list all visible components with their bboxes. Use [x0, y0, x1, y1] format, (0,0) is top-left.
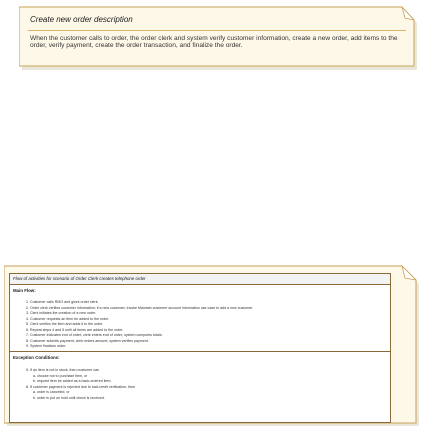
activity-flow-note [4, 264, 420, 426]
main-flow-step: 8. Customer submits payment; clerk enters amount; system verifies payment. [26, 338, 149, 343]
note-title: Create new order description [30, 15, 133, 24]
exception-step: b. request item be added as a back-ordered item. [33, 379, 112, 383]
exception-step: b. order is put on hold until check is received. [33, 395, 105, 400]
main-flow-list [26, 300, 386, 350]
exception-list [26, 368, 386, 401]
note-description: When the customer calls to order, the order clerk and system verify customer information, create a new order, add items to the order, verify payment, create the order transaction, and finalize the order. [30, 35, 398, 50]
table-header: Flow of activities for scenario of Order Clerk creates telephone order [10, 274, 390, 285]
main-flow-step: 9. System finalizes order. [26, 344, 67, 348]
main-flow-step: 4. Customer requests an item be added to the order. [26, 316, 110, 321]
main-flow-step: 3. Clerk initiates the creation of a new order. [26, 311, 97, 315]
main-flow-step: 7. Customer indicates end of order; clerk enters end of order; system computes totals. [26, 333, 163, 337]
main-flow-step: 2. Order clerk verifies customer information; if a new customer, invoke Maintain customer account information use case to add a new customer. [26, 305, 254, 310]
exception-step: 5. If an item is not in stock, then customer can [26, 368, 100, 372]
main-flow-step: 6. Repeat steps 4 and 5 until all items are added to the order. [26, 327, 124, 332]
main-flow-title: Main Flow: [13, 288, 36, 293]
exception-step: 8. If customer payment is rejected due to bad-credit verification, then [26, 384, 136, 389]
exception-step: a. order is canceled, or [33, 390, 70, 394]
exception-title: Exception Conditions: [13, 355, 60, 360]
create-order-description-note [19, 4, 418, 70]
exception-step: a. choose not to purchase item, or [33, 373, 88, 378]
main-flow-step: 5. Clerk verifies the item and adds it to the order. [26, 322, 104, 326]
note-divider [28, 30, 406, 31]
section-divider [10, 351, 390, 352]
activity-table [9, 273, 391, 423]
main-flow-step: 1. Customer calls RMO and gives order clerk. [26, 300, 99, 304]
